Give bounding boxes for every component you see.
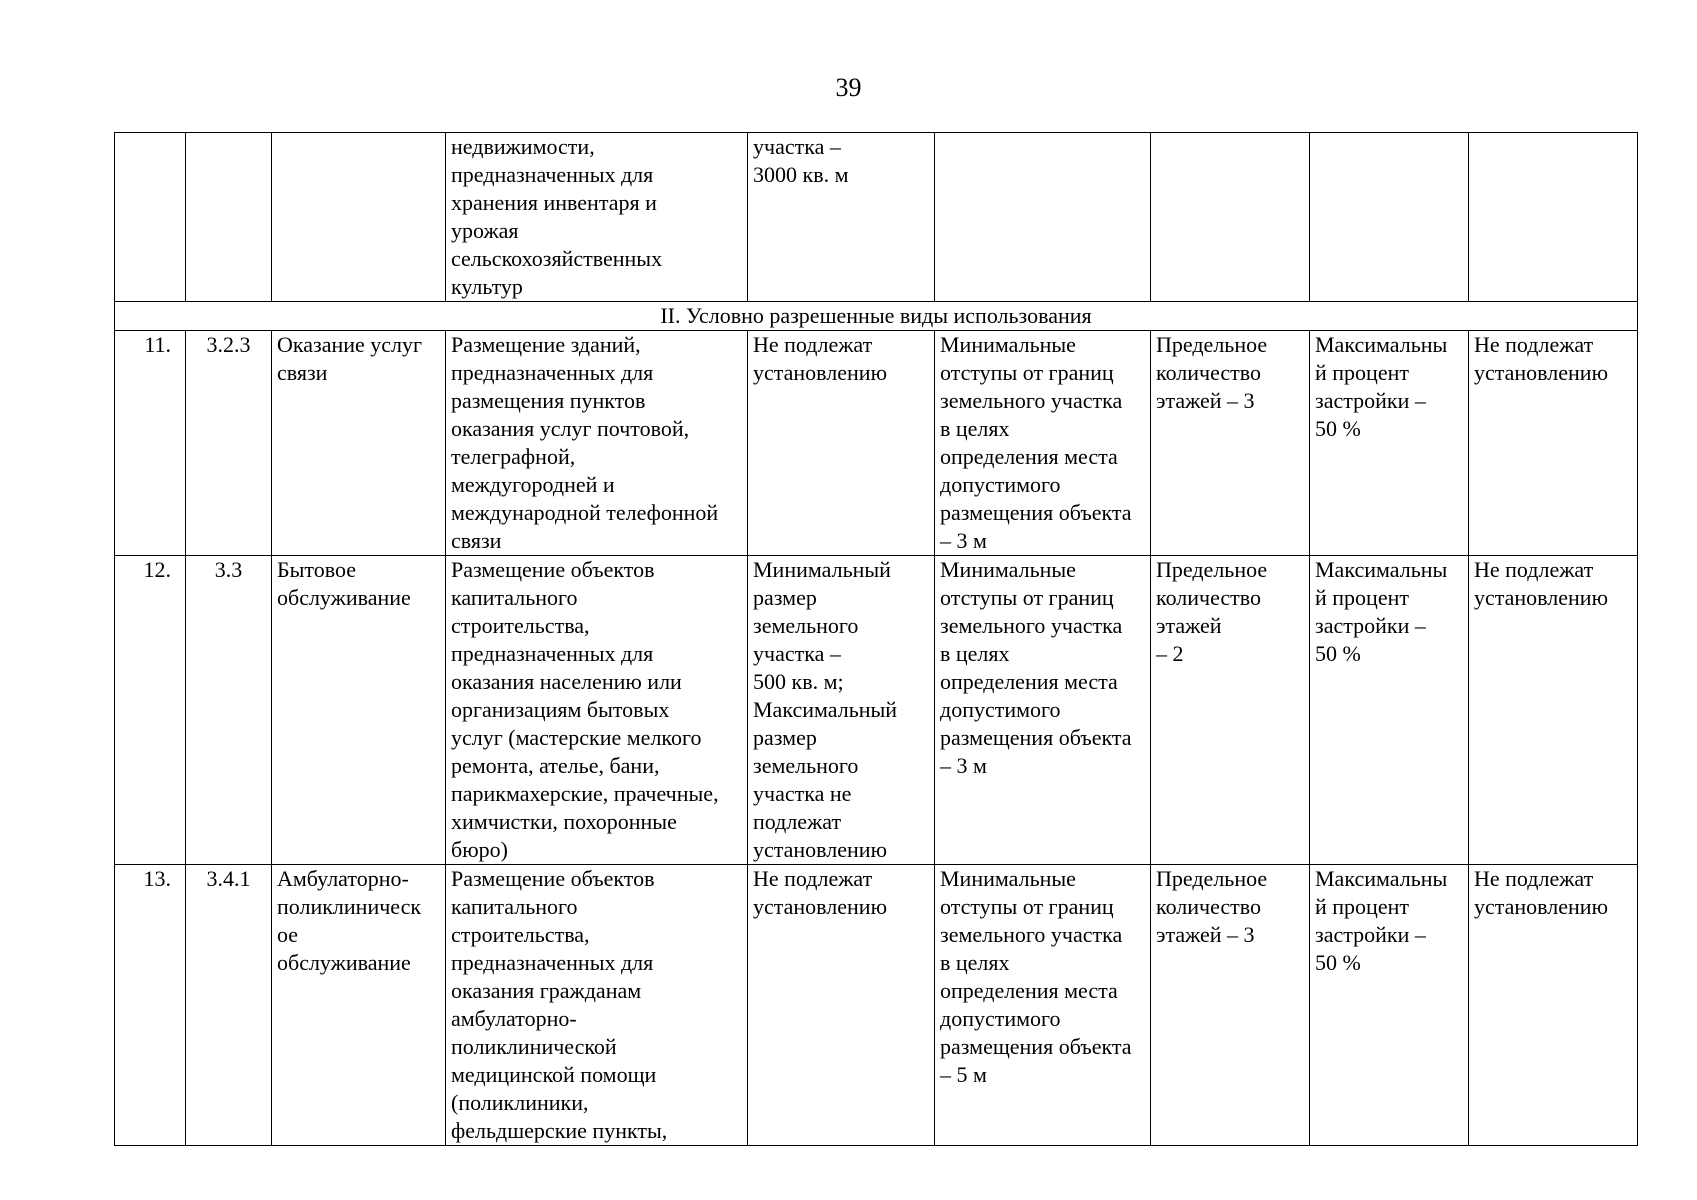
cell-name: Оказание услуг связи — [272, 331, 446, 556]
cell-coverage: Максимальны й процент застройки – 50 % — [1310, 556, 1469, 865]
cell-code: 3.4.1 — [186, 865, 272, 1146]
section-title: II. Условно разрешенные виды использования — [115, 302, 1638, 331]
cell-code: 3.3 — [186, 556, 272, 865]
cell-code — [186, 133, 272, 302]
table-row-11 — [115, 331, 1638, 556]
cell-other: Не подлежат установлению — [1469, 865, 1638, 1146]
table-section-row — [115, 302, 1638, 331]
cell-name: Бытовое обслуживание — [272, 556, 446, 865]
cell-setbacks — [935, 133, 1151, 302]
cell-num — [115, 133, 186, 302]
page-number: 39 — [835, 73, 862, 102]
cell-code: 3.2.3 — [186, 331, 272, 556]
table-row-continuation — [115, 133, 1638, 302]
cell-plot-size: Не подлежат установлению — [748, 865, 935, 1146]
cell-num: 12. — [115, 556, 186, 865]
table-row-13 — [115, 865, 1638, 1146]
table-row-12 — [115, 556, 1638, 865]
cell-coverage: Максимальны й процент застройки – 50 % — [1310, 865, 1469, 1146]
cell-name: Амбулаторно- поликлиническ ое обслуживание — [272, 865, 446, 1146]
cell-coverage: Максимальны й процент застройки – 50 % — [1310, 331, 1469, 556]
cell-coverage — [1310, 133, 1469, 302]
cell-description: Размещение объектов капитального строительства, предназначенных для оказания населению или организациям бытовых услуг (мастерские мелкого ремонта, ателье, бани, парикмахерские, прачечные, химчистки, похоронные бюро) — [446, 556, 748, 865]
cell-plot-size: участка – 3000 кв. м — [748, 133, 935, 302]
cell-description: недвижимости, предназначенных для хранения инвентаря и урожая сельскохозяйственных культур — [446, 133, 748, 302]
cell-other: Не подлежат установлению — [1469, 331, 1638, 556]
cell-description: Размещение зданий, предназначенных для размещения пунктов оказания услуг почтовой, телеграфной, междугородней и международной телефонной связи — [446, 331, 748, 556]
cell-floors: Предельное количество этажей – 3 — [1151, 865, 1310, 1146]
cell-floors — [1151, 133, 1310, 302]
cell-setbacks: Минимальные отступы от границ земельного участка в целях определения места допустимого размещения объекта – 3 м — [935, 331, 1151, 556]
cell-num: 11. — [115, 331, 186, 556]
cell-description: Размещение объектов капитального строительства, предназначенных для оказания гражданам амбулаторно- поликлинической медицинской помощи (поликлиники, фельдшерские пункты, — [446, 865, 748, 1146]
cell-setbacks: Минимальные отступы от границ земельного участка в целях определения места допустимого размещения объекта – 3 м — [935, 556, 1151, 865]
cell-name — [272, 133, 446, 302]
cell-floors: Предельное количество этажей – 2 — [1151, 556, 1310, 865]
cell-plot-size: Не подлежат установлению — [748, 331, 935, 556]
cell-setbacks: Минимальные отступы от границ земельного участка в целях определения места допустимого размещения объекта – 5 м — [935, 865, 1151, 1146]
cell-plot-size: Минимальный размер земельного участка – 500 кв. м; Максимальный размер земельного участка не подлежат установлению — [748, 556, 935, 865]
cell-other: Не подлежат установлению — [1469, 556, 1638, 865]
cell-other — [1469, 133, 1638, 302]
cell-floors: Предельное количество этажей – 3 — [1151, 331, 1310, 556]
cell-num: 13. — [115, 865, 186, 1146]
land-use-table — [114, 132, 1638, 1146]
